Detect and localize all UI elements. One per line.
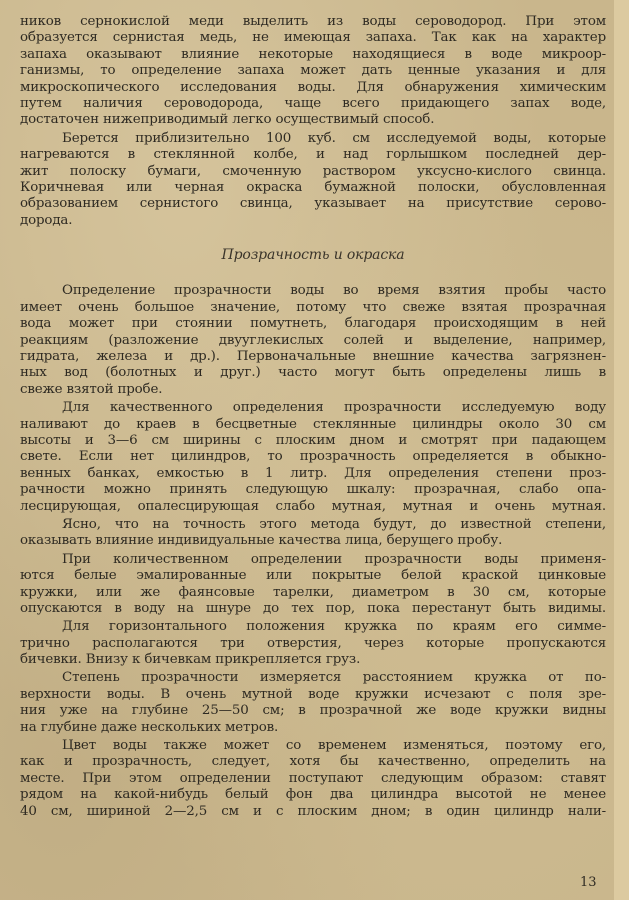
text-line: вода может при стоянии помутнеть, благодаря происходящим в ней [20,316,606,332]
text-line: лесцирующая, опалесцирующая слабо мутная, мутная и очень мутная. [20,498,606,514]
section-heading: Прозрачность и окраска [221,247,405,264]
text-line: жит полоску бумаги, смоченную раствором уксусно-кислого свинца. [20,163,606,179]
text-line: Берется приблизительно 100 куб. см исследуемой воды, которые [62,130,606,146]
text-line: Для горизонтального положения кружка по краям его симме- [62,619,606,635]
text-line: Степень прозрачности измеряется расстоянием кружка от по- [62,670,606,686]
paragraph-quantitative-method [20,552,606,618]
page-edge [614,0,629,900]
text-line: месте. При этом определении поступают следующим образом: ставят [20,770,606,786]
text-line: реакциям (разложение двууглекислых солей и выделение, например, [20,332,606,348]
paragraph-lead-acetate-test [20,131,606,229]
paragraph-disk-positioning [20,619,606,668]
text-line: путем наличия сероводорода, чаще всего придающего запах воде, [20,95,606,111]
paragraph-hydrogen-sulfide-intro [20,14,606,129]
text-line: При количественном определении прозрачности воды применя- [62,551,606,567]
text-line: образуется сернистая медь, не имеющая запаха. Так как на характер [20,30,606,46]
text-line: как и прозрачность, следует, хотя бы качественно, определить на [20,754,606,770]
text-line: кружки, или же фаянсовые тарелки, диаметром в 30 см, которые [20,584,606,600]
text-line: венных банках, емкостью в 1 литр. Для определения степени проз- [20,465,606,481]
text-line: бичевки. Внизу к бичевкам прикрепляется груз. [20,652,361,668]
text-line: Ясно, что на точность этого метода будут, до известной степени, [62,516,606,532]
text-line: ганизмы, то определение запаха может дать ценные указания и для [20,63,606,79]
text-line: запаха оказывают влияние некоторые находящиеся в воде микроор- [20,46,606,62]
text-line: Определение прозрачности воды во время взятия пробы часто [62,283,606,299]
text-line: имеет очень большое значение, потому что свеже взятая прозрачная [20,299,606,315]
text-line: свете. Если нет цилиндров, то прозрачность определяется в обыкно- [20,449,606,465]
text-line: опускаются в воду на шнуре до тех пор, пока перестанут быть видимы. [20,600,606,616]
text-line: верхности воды. В очень мутной воде кружки исчезают с поля зре- [20,686,606,702]
text-line: свеже взятой пробе. [20,381,163,397]
text-line: на глубине даже нескольких метров. [20,719,279,735]
page-number: 13 [580,875,597,890]
text-line: рядом на какой-нибудь белый фон два цилиндра высотой не менее [20,787,606,803]
text-line: дорода. [20,212,73,228]
text-line: ются белые эмалированные или покрытые белой краской цинковые [20,568,606,584]
text-line: нагреваются в стеклянной колбе, и над горлышком последней дер- [20,147,606,163]
text-line: наливают до краев в бесцветные стеклянные цилиндры около 30 см [20,416,606,432]
text-line: оказывать влияние индивидуальные качества лица, берущего пробу. [20,533,503,549]
text-line: Для качественного определения прозрачности исследуемую воду [62,400,606,416]
text-line: ных вод (болотных и друг.) часто могут быть определены лишь в [20,365,606,381]
paragraph-method-accuracy [20,517,606,550]
text-line: ников сернокислой меди выделить из воды сероводород. При этом [20,14,606,29]
text-line: образованием сернистого свинца, указывает на присутствие серово- [20,196,606,212]
text-line: 40 см, шириной 2—2,5 см и с плоским дном; в один цилиндр нали- [20,803,606,819]
paragraph-transparency-degree [20,670,606,736]
text-line: ния уже на глубине 25—50 см; в прозрачной же воде кружки видны [20,703,606,719]
text-line: достаточен нижеприводимый легко осуществимый способ. [20,112,435,128]
text-line: гидрата, железа и др.). Первоначальные внешние качества загрязнен- [20,349,606,365]
text-line: трично располагаются три отверстия, через которые пропускаются [20,635,606,651]
paragraph-water-color [20,738,606,820]
page-text [20,14,606,822]
text-line: высоты и 3—6 см ширины с плоским дном и смотрят при падающем [20,433,606,448]
paragraph-qualitative-method [20,400,606,515]
text-line: Коричневая или черная окраска бумажной полоски, обусловленная [20,179,606,195]
text-line: микроскопического исследования воды. Для обнаружения химическим [20,79,606,95]
text-line: рачности можно принять следующую шкалу: прозрачная, слабо опа- [20,482,606,498]
paragraph-transparency-importance [20,283,606,398]
text-line: Цвет воды также может со временем изменяться, поэтому его, [62,738,606,754]
